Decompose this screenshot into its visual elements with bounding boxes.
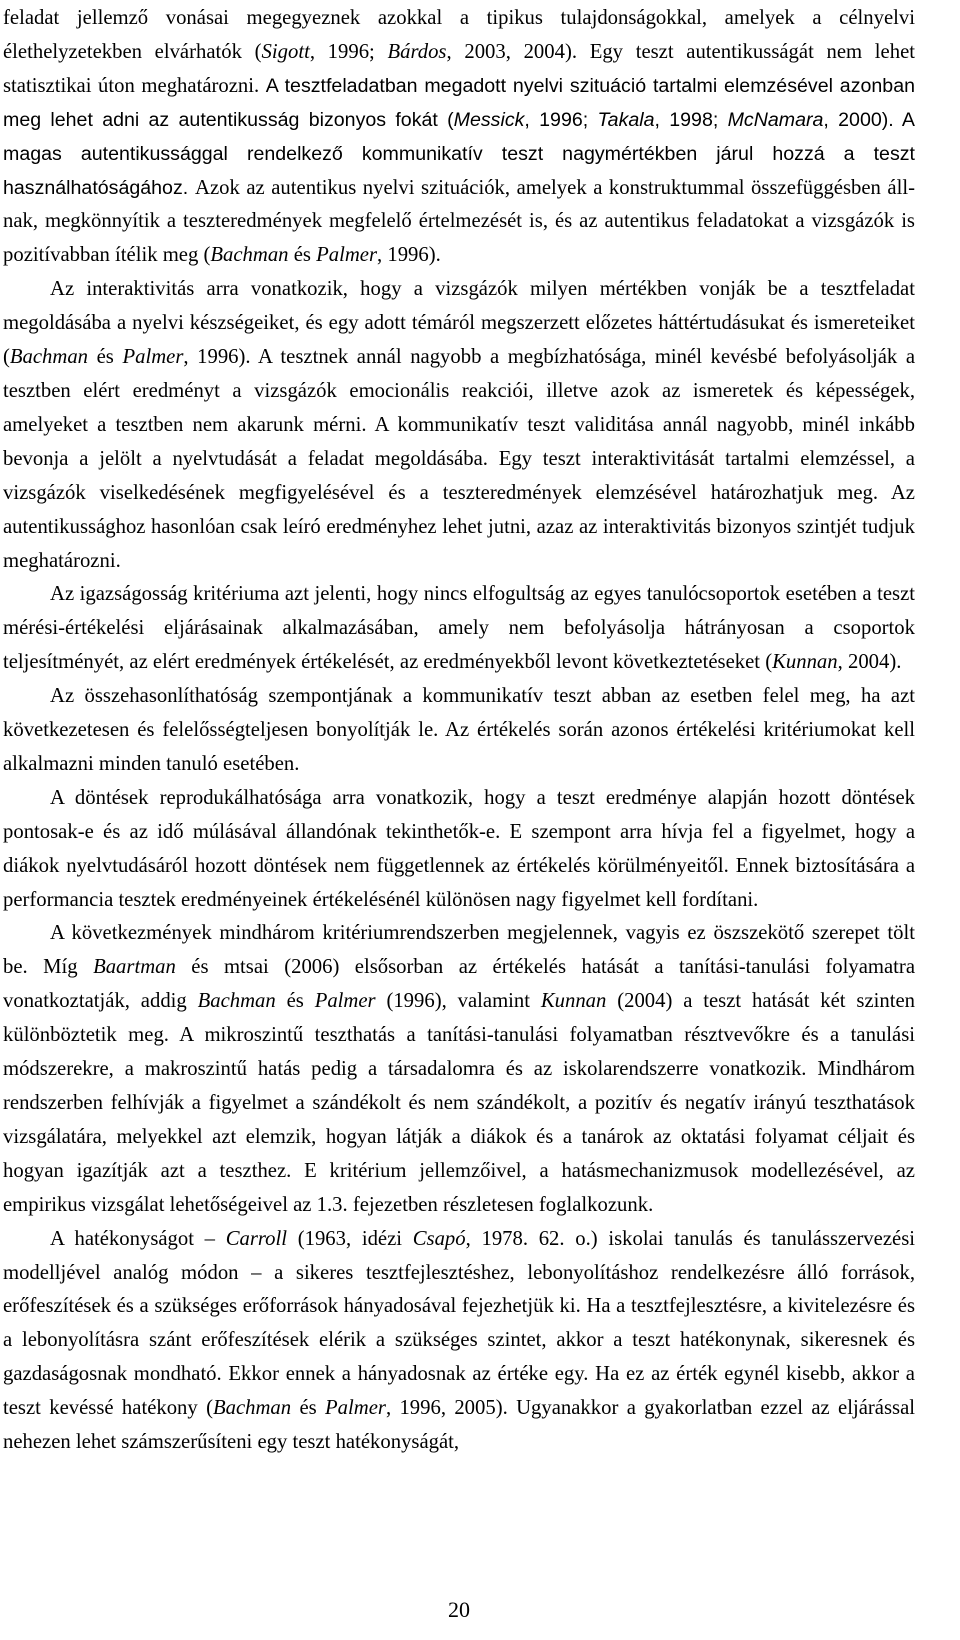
paragraph (3, 782, 915, 918)
citation-author: Palmer (325, 1397, 386, 1420)
text-run: Azok az autentikus nyelvi szituációk, amelyek a konstruktummal összefüggésben állnak, megkönnyítik a teszteredmények megfelelő értelmezését is, és az autentikus feladatokat a vizsgázók is pozitívabban ítélik meg ( (3, 176, 915, 267)
text-run: és mtsai (2006) elsősorban az értékelés hatását a tanítási-tanulási folyamatra vonatkoztatják, addig (3, 956, 915, 1013)
text-run: (1963, idézi (287, 1227, 413, 1250)
citation-author: Kunnan (772, 651, 838, 674)
text-run: , 2000). A magas autentikussággal rendelkező kommunikatív teszt nagymértékben járul hozzá a teszt használhatóságához. (3, 108, 915, 199)
citation-author: Bachman (9, 346, 89, 369)
text-run: Az összehasonlíthatóság szempontjának a kommunikatív teszt abban az esetben felel meg, ha azt következetesen és felelősségteljesen bonyolítják le. Az értékelés során azonos értékelési kritériumokat kell alkalmazni minden tanuló esetében. (3, 685, 915, 775)
body-text (3, 2, 915, 1460)
citation-author: Messick (453, 108, 525, 131)
text-run: , 1996). (377, 244, 441, 267)
paragraph (3, 680, 915, 782)
citation-author: Bachman (197, 990, 276, 1013)
paragraph (3, 1223, 915, 1460)
citation-author: Bárdos (387, 40, 447, 63)
text-run: A következmények mindhárom kritériumrendszerben megjelennek, vagyis ez öszszekötő szerepet tölt be. Míg (3, 922, 915, 979)
text-run: , 2003, 2004). Egy teszt autentikusságát nem lehet statisztikai úton meghatározni. (3, 40, 916, 97)
citation-author: Csapó (412, 1227, 466, 1250)
text-run: feladat jellemző vonásai megegyeznek azokkal a tipikus tulajdonságokkal, amelyek a célnyelvi élethelyzetekben elvárhatók ( (3, 7, 915, 63)
text-run: Az interaktivitás arra vonatkozik, hogy a vizsgázók milyen mértékben vonják be a tesztfeladat megoldásába a nyelvi készségeiket, és egy adott témáról megszerzett előzetes háttértudásukat és ismereteiket ( (3, 278, 915, 369)
text-run: A tesztfeladatban megadott nyelvi szituáció tartalmi elemzésével azonban meg lehet adni az autentikusság bizonyos fokát ( (3, 74, 915, 131)
citation-author: Baartman (93, 956, 176, 979)
text-run: és (291, 1397, 326, 1420)
text-run: , 1996; (524, 108, 598, 131)
citation-author: Palmer (122, 346, 184, 369)
citation-author: McNamara (727, 108, 824, 131)
text-run: A döntések reprodukálhatósága arra vonatkozik, hogy a teszt eredménye alapján hozott döntések pontosak-e és az idő múlásával állandónak tekinthetők-e. E szempont arra hívja fel a figyelmet, hogy a diákok nyelvtudásáról hozott döntések nem függetlennek az értékelés körülményeitől. Ennek biztosítására a performancia tesztek eredményeinek értékelésénél különösen nagy figyelmet kell fordítani. (3, 786, 915, 911)
text-run: (2004) a teszt hatását két szinten különböztetik meg. A mikroszintű teszthatás a tanítási-tanulási folyamatban résztvevőkre és a tanulási módszerekre, a makroszintű hatás pedig a társadalomra és az iskolarendszerre vonatkozik. Mindhárom rendszerben felhívják a figyelmet a szándékolt és nem szándékolt, a pozitív és negatív irányú teszthatások vizsgálatára, melyekkel azt elemzik, hogyan látják a diákok és a tanárok az oktatási folyamat céljait és hogyan igazítják azt a teszthez. E kritérium jellemzőivel, a hatásmechanizmusok modellezésével, az empirikus vizsgálat lehetőségeivel az 1.3. fejezetben részletesen foglalkozunk. (3, 990, 915, 1216)
text-run: , 1978. 62. o.) iskolai tanulás és tanulásszervezési modelljével analóg módon – a sikeres tesztfejlesztéshez, lebonyolításhoz rendelkezésre álló források, erőfeszítések és a szükséges erőforrások hányadosával fejezhetjük ki. Ha a tesztfejlesztésre, a kivitelezésre és a lebonyolításra szánt erőfeszítések elérik a szükséges szintet, akkor a teszt hatékonynak, sikeresnek és gazdaságosnak mondható. Ekkor ennek a hányadosnak az értéke egy. Ha ez az érték egynél kisebb, akkor a teszt kevéssé hatékony ( (3, 1227, 915, 1420)
text-run: és (288, 244, 317, 267)
text-run: , 2004). (837, 651, 902, 674)
text-run: , 1998; (654, 108, 728, 131)
citation-author: Kunnan (540, 990, 607, 1013)
citation-author: Takala (597, 108, 655, 131)
citation-author: Palmer (314, 990, 376, 1013)
text-run: Az igazságosság kritériuma azt jelenti, hogy nincs elfogultság az egyes tanulócsoportok esetében a teszt mérési-értékelési eljárásainak alkalmazásában, amely nem befolyásolja hátrányosan a csoportok teljesítményét, az elért eredmények értékelését, az eredményekből levont következtetéseket ( (3, 583, 915, 674)
text-run: , 1996; (309, 40, 388, 63)
paragraph (3, 578, 915, 680)
text-run: és (88, 346, 123, 369)
text-run: A hatékonyságot – (50, 1227, 226, 1250)
page-number: 20 (448, 1597, 470, 1622)
citation-author: Bachman (210, 244, 289, 267)
text-run: , 1996, 2005). Ugyanakkor a gyakorlatban ezzel az eljárással nehezen lehet számszerűsíteni egy teszt hatékonyságát, (3, 1397, 916, 1454)
citation-author: Sigott (261, 40, 310, 63)
citation-author: Carroll (225, 1227, 288, 1250)
text-run: és (275, 990, 315, 1013)
paragraph (3, 917, 915, 1222)
citation-author: Palmer (316, 244, 378, 267)
paragraph (3, 273, 915, 578)
paragraph (3, 2, 915, 273)
text-run: , 1996). A tesztnek annál nagyobb a megbízhatósága, minél kevésbé befolyásolják a tesztben elért eredményt a vizsgázók emocionális reakciói, illetve azok az ismeretek és képességek, amelyeket a tesztben nem akarunk mérni. A kommunikatív teszt validitása annál nagyobb, minél inkább bevonja a jelölt a nyelvtudását a feladat megoldásába. Egy teszt interaktivitását tartalmi elemzéssel, a vizsgázók viselkedésének megfigyelésével és a teszteredmények elemzésével határozhatjuk meg. Az autentikussághoz hasonlóan csak leíró eredményhez lehet jutni, azaz az interaktivitás bizonyos szintjét tudjuk meghatározni. (3, 346, 915, 572)
citation-author: Bachman (212, 1397, 292, 1420)
text-run: (1996), valamint (375, 990, 541, 1013)
